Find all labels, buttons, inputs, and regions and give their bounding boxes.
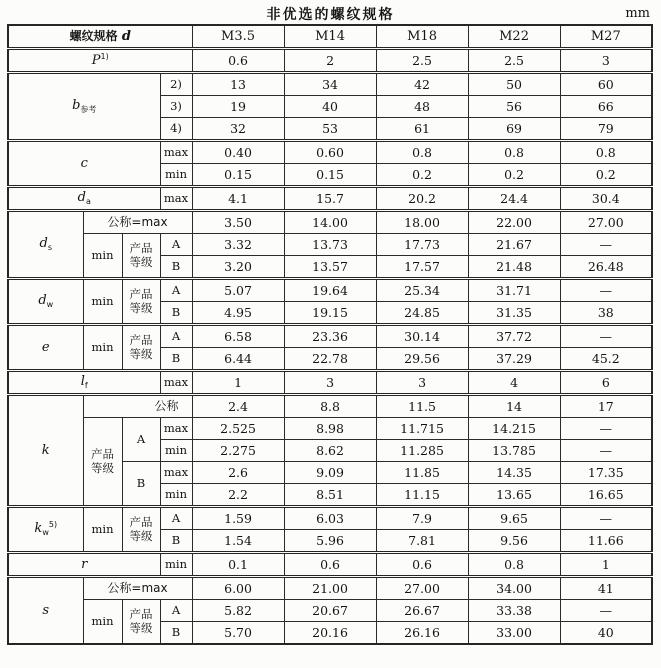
param-symbol-cell <box>8 187 160 211</box>
value-cell: 60 <box>560 73 652 96</box>
value-cell: 0.2 <box>560 164 652 187</box>
value-cell: 30.14 <box>376 325 468 348</box>
table-row <box>8 395 652 418</box>
sub-label-cell: max <box>160 418 192 440</box>
param-symbol-cell <box>8 325 83 371</box>
value-cell: 3 <box>376 371 468 395</box>
size-header: M27 <box>560 25 652 49</box>
value-cell: 56 <box>468 96 560 118</box>
value-cell: 9.56 <box>468 530 560 553</box>
value-cell: 13.65 <box>468 484 560 507</box>
value-cell: 19.64 <box>284 279 376 302</box>
value-cell: 7.9 <box>376 507 468 530</box>
value-cell: 11.15 <box>376 484 468 507</box>
value-cell: 3.32 <box>192 234 284 256</box>
value-cell: 2.5 <box>468 49 560 73</box>
footnote-marker: 1) <box>100 52 109 62</box>
grade-a-cell: A <box>160 325 192 348</box>
value-cell: 6.03 <box>284 507 376 530</box>
param-symbol-cell <box>8 211 83 279</box>
value-cell: 21.00 <box>284 577 376 600</box>
size-header: M3.5 <box>192 25 284 49</box>
grade-a-cell: A <box>160 279 192 302</box>
table-row <box>8 25 652 49</box>
value-cell: 14 <box>468 395 560 418</box>
param-subscript: a <box>85 196 91 206</box>
value-cell: 8.98 <box>284 418 376 440</box>
value-cell: 8.62 <box>284 440 376 462</box>
param-symbol-cell <box>8 371 160 395</box>
grade-b-cell: B <box>160 302 192 325</box>
value-cell: 0.1 <box>192 553 284 577</box>
value-cell: 13 <box>192 73 284 96</box>
value-cell: 0.15 <box>192 164 284 187</box>
value-cell: 48 <box>376 96 468 118</box>
table-row <box>8 553 652 577</box>
size-header: M18 <box>376 25 468 49</box>
value-cell: 38 <box>560 302 652 325</box>
sub-label-cell: min <box>160 553 192 577</box>
table-row <box>8 371 652 395</box>
unit-label: mm <box>625 6 650 21</box>
table-row <box>8 187 652 211</box>
param-symbol: d <box>77 189 86 205</box>
value-cell: — <box>560 279 652 302</box>
value-cell: 0.2 <box>376 164 468 187</box>
value-cell: 5.70 <box>192 622 284 645</box>
value-cell: 0.6 <box>284 553 376 577</box>
value-cell: 2.5 <box>376 49 468 73</box>
value-cell: 0.8 <box>560 141 652 164</box>
size-header: M22 <box>468 25 560 49</box>
sub-label-cell: 2) <box>160 73 192 96</box>
value-cell: 34.00 <box>468 577 560 600</box>
value-cell: 66 <box>560 96 652 118</box>
value-cell: 21.67 <box>468 234 560 256</box>
value-cell: 0.60 <box>284 141 376 164</box>
value-cell: 11.715 <box>376 418 468 440</box>
min-label-cell: min <box>83 279 122 325</box>
value-cell: 33.38 <box>468 600 560 622</box>
param-symbol: k <box>41 442 50 458</box>
value-cell: 53 <box>284 118 376 141</box>
value-cell: 18.00 <box>376 211 468 234</box>
value-cell: 2.2 <box>192 484 284 507</box>
param-symbol: P <box>91 53 101 69</box>
nominal-max-cell: 公称=max <box>83 577 192 600</box>
value-cell: 14.215 <box>468 418 560 440</box>
product-grade-cell: 产品 等级 <box>122 234 160 279</box>
value-cell: 7.81 <box>376 530 468 553</box>
thread-spec-label: 螺纹规格 <box>69 28 118 43</box>
sub-label-cell: max <box>160 462 192 484</box>
param-symbol: l <box>80 373 85 389</box>
param-subscript: 参考 <box>80 104 97 114</box>
value-cell: 22.00 <box>468 211 560 234</box>
grade-a-cell: A <box>160 507 192 530</box>
value-cell: 37.72 <box>468 325 560 348</box>
min-label-cell: min <box>83 325 122 371</box>
param-symbol: b <box>72 97 81 113</box>
value-cell: — <box>560 507 652 530</box>
value-cell: 2.4 <box>192 395 284 418</box>
param-symbol-cell <box>8 553 160 577</box>
table-row <box>8 507 652 530</box>
product-grade-cell: 产品 等级 <box>122 507 160 553</box>
param-symbol: r <box>81 556 88 572</box>
value-cell: 11.5 <box>376 395 468 418</box>
param-symbol-cell <box>8 395 83 507</box>
value-cell: 4.1 <box>192 187 284 211</box>
value-cell: 31.35 <box>468 302 560 325</box>
value-cell: 0.8 <box>468 553 560 577</box>
value-cell: 2.6 <box>192 462 284 484</box>
param-symbol-cell <box>8 49 192 73</box>
value-cell: 45.2 <box>560 348 652 371</box>
value-cell: 6.00 <box>192 577 284 600</box>
value-cell: 6 <box>560 371 652 395</box>
grade-b-cell: B <box>160 622 192 645</box>
value-cell: 19 <box>192 96 284 118</box>
min-label-cell: min <box>83 600 122 645</box>
value-cell: 37.29 <box>468 348 560 371</box>
value-cell: 13.73 <box>284 234 376 256</box>
value-cell: 14.35 <box>468 462 560 484</box>
sub-label-cell: min <box>160 440 192 462</box>
value-cell: 17.57 <box>376 256 468 279</box>
param-symbol: d <box>38 292 47 308</box>
sub-label-cell: max <box>160 187 192 211</box>
nominal-max-cell: 公称=max <box>83 211 192 234</box>
param-symbol: e <box>41 339 50 355</box>
table-row <box>8 325 652 348</box>
value-cell: 3.50 <box>192 211 284 234</box>
value-cell: — <box>560 600 652 622</box>
value-cell: 17.35 <box>560 462 652 484</box>
table-row <box>8 49 652 73</box>
value-cell: 24.4 <box>468 187 560 211</box>
value-cell: 9.09 <box>284 462 376 484</box>
value-cell: 11.66 <box>560 530 652 553</box>
value-cell: 1.54 <box>192 530 284 553</box>
value-cell: — <box>560 325 652 348</box>
value-cell: 26.16 <box>376 622 468 645</box>
value-cell: 3 <box>560 49 652 73</box>
table-row <box>8 141 652 164</box>
grade-b-cell: B <box>160 256 192 279</box>
min-label-cell: min <box>83 507 122 553</box>
grade-a-cell: A <box>160 600 192 622</box>
value-cell: 40 <box>284 96 376 118</box>
value-cell: 4 <box>468 371 560 395</box>
value-cell: 79 <box>560 118 652 141</box>
param-subscript: w <box>42 528 49 538</box>
value-cell: 26.67 <box>376 600 468 622</box>
param-subscript: f <box>84 380 88 390</box>
value-cell: 3.20 <box>192 256 284 279</box>
sub-label-cell: 3) <box>160 96 192 118</box>
value-cell: 40 <box>560 622 652 645</box>
min-label-cell: min <box>83 234 122 279</box>
grade-a-cell: A <box>160 234 192 256</box>
sub-label-cell: min <box>160 484 192 507</box>
value-cell: 0.2 <box>468 164 560 187</box>
sub-label-cell: min <box>160 164 192 187</box>
value-cell: 20.2 <box>376 187 468 211</box>
value-cell: 0.40 <box>192 141 284 164</box>
sub-label-cell: max <box>160 371 192 395</box>
sub-label-cell: 4) <box>160 118 192 141</box>
value-cell: 4.95 <box>192 302 284 325</box>
value-cell: 27.00 <box>560 211 652 234</box>
value-cell: 26.48 <box>560 256 652 279</box>
table-row <box>8 211 652 234</box>
value-cell: 29.56 <box>376 348 468 371</box>
value-cell: 20.67 <box>284 600 376 622</box>
grade-b-cell: B <box>160 348 192 371</box>
footnote-marker: 5) <box>48 520 58 530</box>
value-cell: 6.58 <box>192 325 284 348</box>
product-grade-cell: 产品 等级 <box>122 279 160 325</box>
value-cell: 25.34 <box>376 279 468 302</box>
value-cell: 33.00 <box>468 622 560 645</box>
value-cell: 0.8 <box>468 141 560 164</box>
nominal-cell: 公称 <box>83 395 192 418</box>
thread-spec-symbol: d <box>121 28 131 44</box>
value-cell: 17 <box>560 395 652 418</box>
value-cell: 34 <box>284 73 376 96</box>
value-cell: 13.785 <box>468 440 560 462</box>
param-symbol-cell <box>8 507 83 553</box>
product-grade-cell: 产品 等级 <box>83 418 122 507</box>
thread-spec-header-cell <box>8 25 192 49</box>
value-cell: 61 <box>376 118 468 141</box>
param-symbol: s <box>42 602 50 618</box>
table-row <box>8 234 652 256</box>
value-cell: 3 <box>284 371 376 395</box>
value-cell: 0.15 <box>284 164 376 187</box>
value-cell: — <box>560 440 652 462</box>
value-cell: 14.00 <box>284 211 376 234</box>
table-row <box>8 577 652 600</box>
table-row <box>8 600 652 622</box>
value-cell: — <box>560 234 652 256</box>
param-symbol-cell <box>8 279 83 325</box>
param-subscript: w <box>46 299 54 309</box>
value-cell: — <box>560 418 652 440</box>
page-title: 非优选的螺纹规格 <box>266 7 395 23</box>
spec-table <box>7 24 653 645</box>
value-cell: 2.275 <box>192 440 284 462</box>
value-cell: 2 <box>284 49 376 73</box>
value-cell: 8.51 <box>284 484 376 507</box>
value-cell: 2.525 <box>192 418 284 440</box>
value-cell: 16.65 <box>560 484 652 507</box>
value-cell: 1 <box>560 553 652 577</box>
value-cell: 32 <box>192 118 284 141</box>
value-cell: 30.4 <box>560 187 652 211</box>
value-cell: 17.73 <box>376 234 468 256</box>
value-cell: 5.82 <box>192 600 284 622</box>
value-cell: 20.16 <box>284 622 376 645</box>
value-cell: 41 <box>560 577 652 600</box>
value-cell: 5.07 <box>192 279 284 302</box>
value-cell: 23.36 <box>284 325 376 348</box>
value-cell: 1 <box>192 371 284 395</box>
table-row <box>8 73 652 96</box>
value-cell: 5.96 <box>284 530 376 553</box>
param-symbol-cell <box>8 141 160 187</box>
sub-label-cell: max <box>160 141 192 164</box>
value-cell: 24.85 <box>376 302 468 325</box>
param-symbol: c <box>80 155 88 171</box>
grade-a-cell: A <box>122 418 160 462</box>
table-row <box>8 279 652 302</box>
value-cell: 27.00 <box>376 577 468 600</box>
title-bar <box>7 3 654 23</box>
param-symbol: k <box>34 521 43 537</box>
value-cell: 1.59 <box>192 507 284 530</box>
param-symbol-cell <box>8 73 160 141</box>
param-symbol-cell <box>8 577 83 645</box>
value-cell: 42 <box>376 73 468 96</box>
value-cell: 9.65 <box>468 507 560 530</box>
value-cell: 21.48 <box>468 256 560 279</box>
value-cell: 11.285 <box>376 440 468 462</box>
param-subscript: s <box>47 242 52 252</box>
value-cell: 15.7 <box>284 187 376 211</box>
value-cell: 11.85 <box>376 462 468 484</box>
value-cell: 22.78 <box>284 348 376 371</box>
value-cell: 6.44 <box>192 348 284 371</box>
product-grade-cell: 产品 等级 <box>122 325 160 371</box>
value-cell: 19.15 <box>284 302 376 325</box>
value-cell: 69 <box>468 118 560 141</box>
value-cell: 50 <box>468 73 560 96</box>
size-header: M14 <box>284 25 376 49</box>
value-cell: 0.6 <box>192 49 284 73</box>
value-cell: 8.8 <box>284 395 376 418</box>
grade-b-cell: B <box>122 462 160 507</box>
grade-b-cell: B <box>160 530 192 553</box>
value-cell: 13.57 <box>284 256 376 279</box>
value-cell: 31.71 <box>468 279 560 302</box>
table-row <box>8 418 652 440</box>
value-cell: 0.6 <box>376 553 468 577</box>
param-symbol: d <box>39 235 48 251</box>
product-grade-cell: 产品 等级 <box>122 600 160 645</box>
value-cell: 0.8 <box>376 141 468 164</box>
